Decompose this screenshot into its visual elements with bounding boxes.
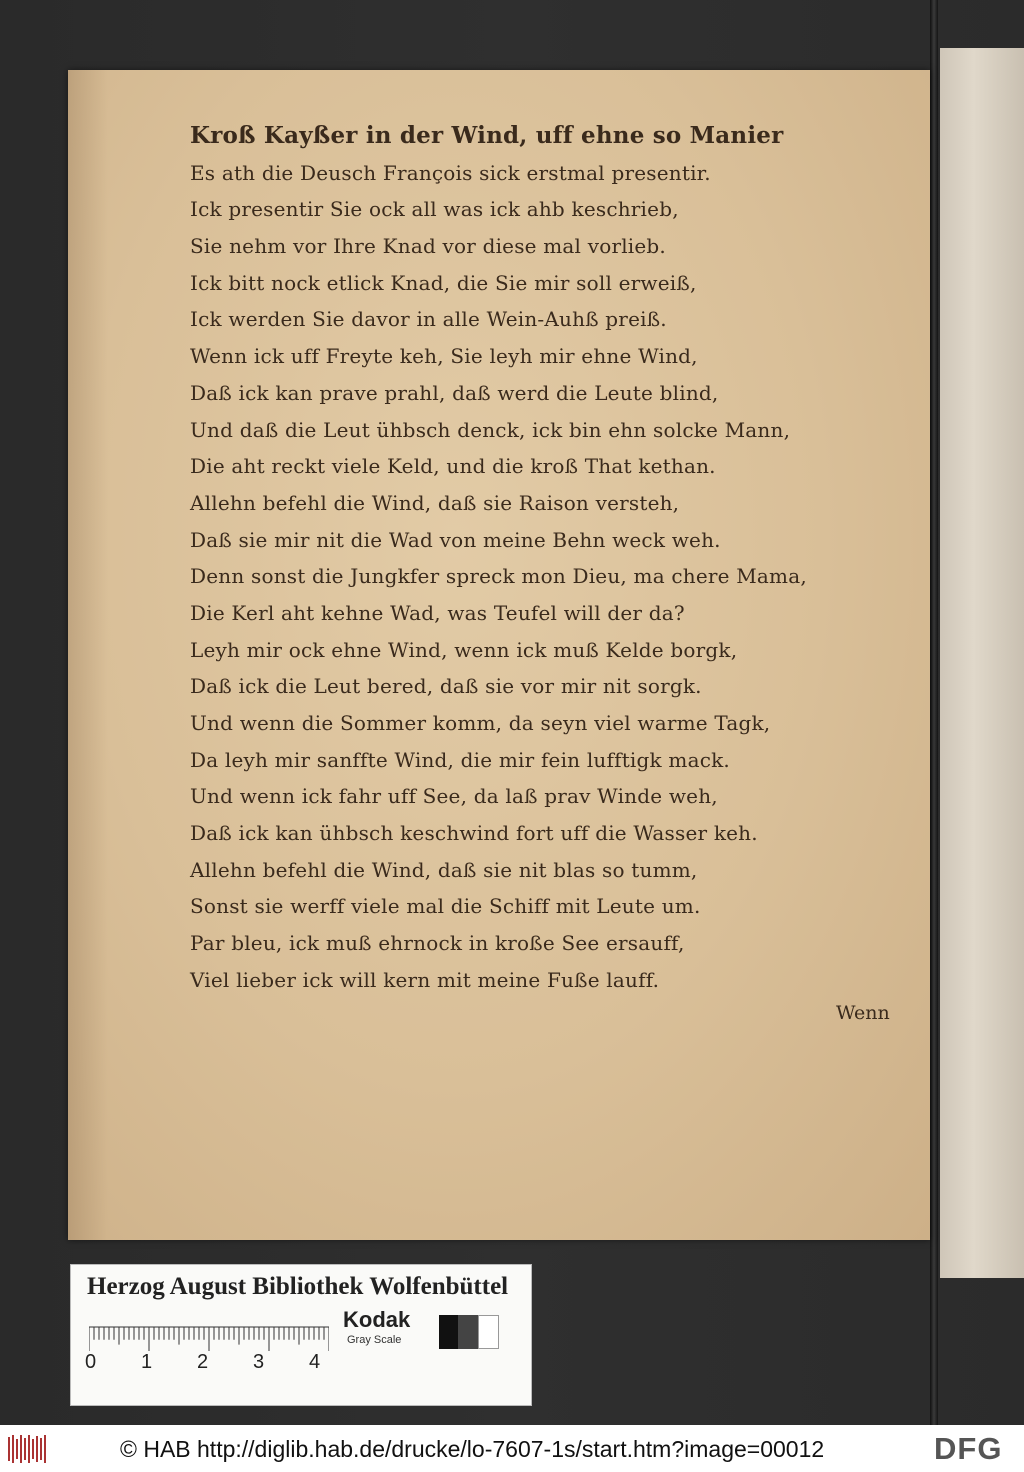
poem-line: Leyh mir ock ehne Wind, wenn ick muß Kelde borgk, [190,637,738,662]
ruler-number: 4 [309,1351,321,1373]
poem-line: Und daß die Leut ühbsch denck, ick bin ehn solcke Mann, [190,417,791,442]
library-label-card [70,1264,532,1406]
ruler-number: 1 [141,1351,153,1373]
poem-line: Und wenn ick fahr uff See, da laß prav Winde weh, [190,784,718,809]
poem-text [190,118,880,999]
swatch-black [439,1315,458,1349]
poem-line: Ick bitt nock etlick Knad, die Sie mir soll erweiß, [190,270,697,295]
swatch-dark [458,1315,477,1349]
ruler-number: 3 [253,1351,265,1373]
gray-scale-label: Gray Scale [347,1334,402,1346]
poem-line: Und wenn die Sommer komm, da seyn viel warme Tagk, [190,711,771,735]
ruler-number: 0 [85,1351,97,1373]
poem-line: Sonst sie werff viele mal die Schiff mit Leute um. [190,894,701,919]
poem-line: Kroß Kayßer in der Wind, uff ehne so Manier [190,122,784,149]
poem-line: Par bleu, ick muß ehrnock in kroße See ersauff, [190,931,685,956]
poem-line: Daß ick kan ühbsch keschwind fort uff die Wasser keh. [190,821,758,846]
ruler-number: 2 [197,1351,209,1373]
poem-line: Wenn ick uff Freyte keh, Sie leyh mir ehne Wind, [190,344,698,369]
poem-line: Denn sonst die Jungkfer spreck mon Dieu, ma chere Mama, [190,564,807,589]
library-name: Herzog August Bibliothek Wolfenbüttel [87,1273,509,1300]
poem-line: Ick werden Sie davor in alle Wein-Auhß preiß. [190,307,667,332]
poem-line: Sie nehm vor Ihre Knad vor diese mal vorlieb. [190,234,666,259]
poem-line: Allehn befehl die Wind, daß sie nit blas so tumm, [190,857,698,882]
kodak-logo: Kodak [343,1307,411,1332]
barcode-icon [8,1435,48,1463]
footer-bar [0,1425,1024,1472]
poem-line: Ick presentir Sie ock all was ick ahb keschrieb, [190,197,679,222]
next-page-edge [940,48,1024,1278]
poem-line: Die Kerl aht kehne Wad, was Teufel will der da? [190,600,685,625]
poem-line: Allehn befehl die Wind, daß sie Raison versteh, [190,490,680,515]
book-gutter [930,0,938,1425]
poem-line: Daß ick die Leut bered, daß sie vor mir nit sorgk. [190,674,702,699]
poem-line: Daß sie mir nit die Wad von meine Behn weck weh. [190,527,721,552]
dfg-logo: DFG [934,1431,1003,1466]
poem-line: Es ath die Deusch François sick erstmal presentir. [190,160,711,185]
gray-scale-swatches [439,1315,499,1349]
swatch-white [478,1315,499,1349]
catchword: Wenn [836,1002,890,1024]
source-link[interactable]: © HAB http://diglib.hab.de/drucke/lo-7607-1s/start.htm?image=00012 [120,1436,825,1462]
poem-line: Da leyh mir sanffte Wind, die mir fein lufftigk mack. [190,747,730,772]
poem-line: Daß ick kan prave prahl, daß werd die Leute blind, [190,380,719,405]
poem-line: Die aht reckt viele Keld, und die kroß That kethan. [190,454,716,479]
poem-line: Viel lieber ick will kern mit meine Fuße lauff. [190,967,660,992]
ruler-numbers [83,1351,343,1375]
